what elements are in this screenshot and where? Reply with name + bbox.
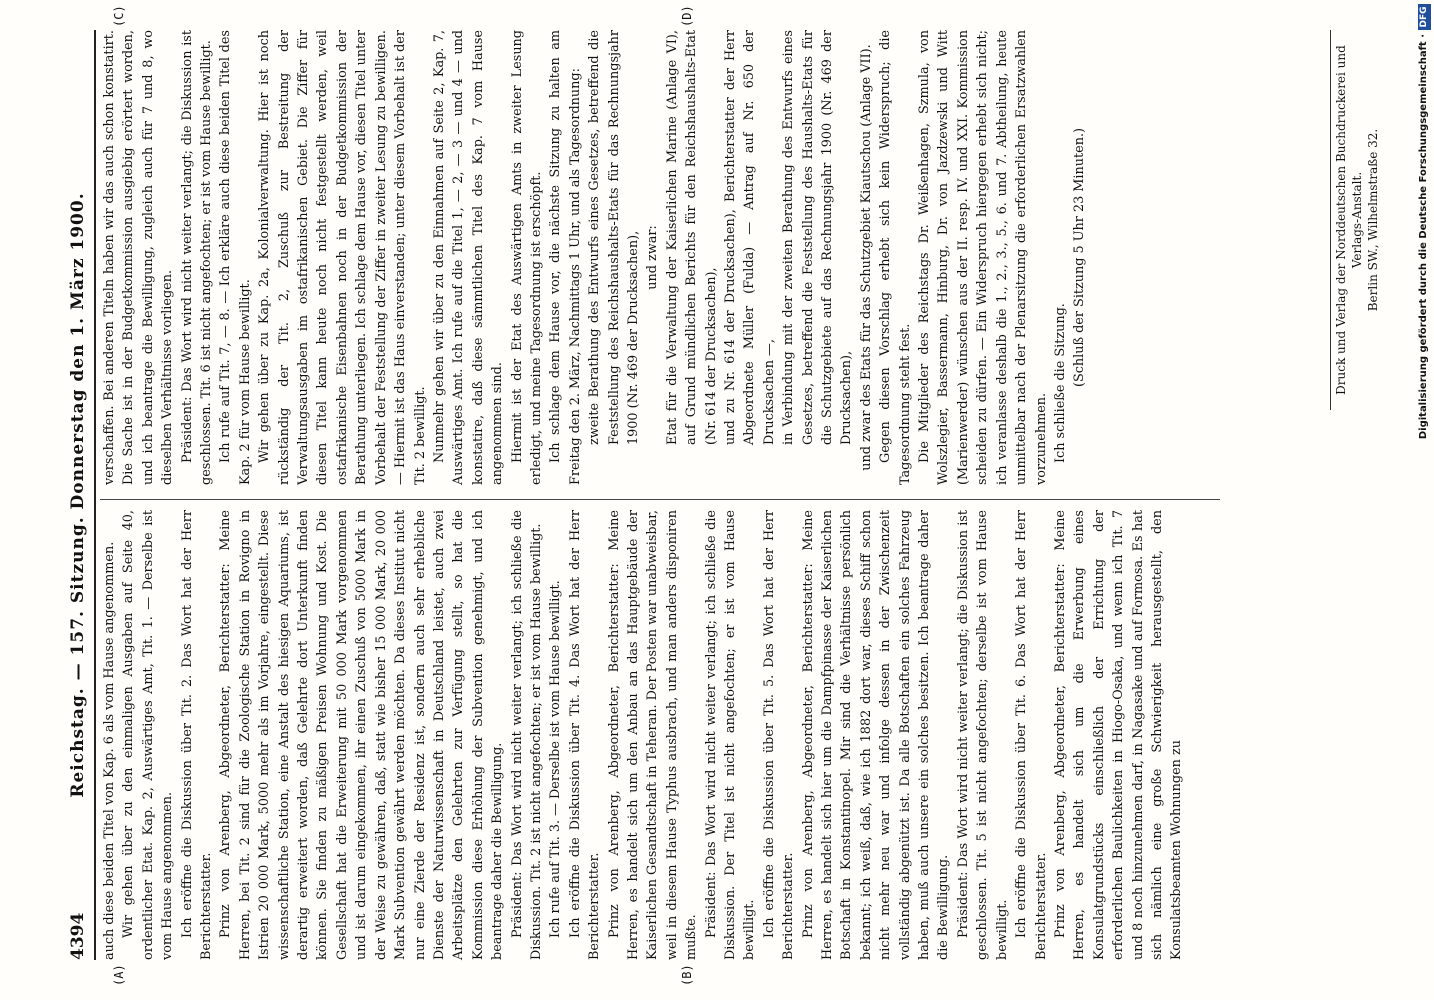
- paragraph: auch diese beiden Titel von Kap. 6 als vom Hause angenommen.: [102, 541, 117, 960]
- paragraph: Prinz von Arenberg, Abgeordneter, Berichterstatter: Meine Herren, bei Tit. 2 sind für die Zoologische Station in Rovigno in Istrien 20 000 Mark, 5000 mehr als im Vorjahre, eingestellt. Diese wissenschaftliche Station, eine Anstalt des hiesigen Aquariums, ist derartig erweitert worden, daß Gelehrte dort Unterkunft finden können. Sie finden zu mäßigen Preisen Wohnung und Kost. Die Gesellschaft hat die Erweiterung mit 50 000 Mark vorgenommen und ist darum eingekommen, ihr einen Zuschuß von 5000 Mark in der Weise zu gewähren, daß, statt wie bisher 15 000 Mark, 20 000 Mark Subvention gewährt werden möchten. Da dieses Institut nicht nur eine Zierde der Residenz ist, sondern auch sehr erhebliche Dienste der Naturwissenschaft in Deutschland leistet, auch zwei Arbeitsplätze den Gelehrten zur Verfügung stellt, so hat die Kommission diese Erhöhung der Subvention genehmigt, und ich beantrage daher die Bewilligung.: [218, 510, 506, 960]
- page-number: 4394: [68, 912, 88, 960]
- agenda-item: und zwar:: [645, 225, 661, 290]
- margin-marker-b: (B): [680, 964, 694, 986]
- paragraph: Wir gehen über zu den einmaligen Ausgaben auf Seite 40, ordentlicher Etat. Kap. 2, Auswärtiges Amt, Tit. 1. — Derselbe ist vom Hause angenommen.: [121, 510, 176, 960]
- paragraph: Hiermit ist der Etat des Auswärtigen Amts in zweiter Lesung erledigt, und meine Tagesordnung ist erschöpft.: [509, 30, 544, 485]
- paragraph: Präsident: Das Wort wird nicht weiter verlangt; ich schließe die Diskussion. Der Titel ist nicht angefochten; er ist vom Hause bewilligt.: [703, 510, 758, 960]
- digitization-text: Digitalisierung gefördert durch die Deutsche Forschungsgemeinschaft ·: [1418, 34, 1429, 440]
- right-text-column: [100, 30, 1090, 485]
- paragraph: Ich rufe auf Tit. 3. — Derselbe ist vom Hause bewilligt.: [548, 580, 564, 938]
- page-header: [54, 30, 96, 960]
- paragraph: Präsident: Das Wort wird nicht weiter verlangt; die Diskussion ist geschlossen. Tit. 6 ist nicht angefochten; er ist vom Hause bewilligt.: [179, 30, 215, 485]
- paragraph: Ich eröffne die Diskussion über Tit. 5. Das Wort hat der Herr Berichterstatter.: [761, 510, 797, 960]
- margin-marker-c: (C): [112, 5, 126, 27]
- paragraph: Ich schlage dem Hause vor, die nächste Sitzung zu halten am Freitag den 2. März, Nachmittags 1 Uhr, und als Tagesordnung:: [548, 30, 583, 485]
- paragraph: Ich eröffne die Diskussion über Tit. 4. Das Wort hat der Herr Berichterstatter.: [567, 510, 603, 960]
- paragraph: Präsident: Das Wort wird nicht weiter verlangt; die Diskussion ist geschlossen. Tit. 5 ist nicht angefochten; derselbe ist vom Hause bewilligt.: [955, 510, 1010, 960]
- digitization-credit: [1418, 0, 1432, 1000]
- column-divider: [100, 499, 1220, 500]
- agenda-item: und zwar des Etats für das Schutzgebiet Kiautschou (Anlage VII).: [858, 44, 874, 471]
- margin-marker-a: (A): [112, 964, 126, 986]
- agenda-item: und zu Nr. 614 der Drucksachen), Berichterstatter der Herr Abgeordnete Müller (Fulda) — Antrag auf Nr. 650 der Drucksachen —,: [723, 30, 777, 445]
- imprint-line: Berlin SW., Wilhelmstraße 32.: [1366, 128, 1380, 312]
- paragraph: Ich eröffne die Diskussion über Tit. 6. Das Wort hat der Herr Berichterstatter.: [1014, 510, 1049, 960]
- paragraph: Gegen diesen Vorschlag erhebt sich kein Widerspruch; die Tagesordnung steht fest.: [878, 30, 913, 485]
- printer-imprint: [1330, 30, 1381, 410]
- dfg-logo: DFG: [1418, 4, 1431, 30]
- paragraph: Die Mitglieder des Reichstags Dr. Weißenhagen, Szmula, von Wolszlegier, Bassermann, Hinburg, Dr. von Jazdzewski und Witt (Marienwerder) wünschen aus der II. resp. IV. und XXI. Kommission scheiden zu dürfen. — Ein Widerspruch hiergegen erhebt sich nicht; ich veranlasse deshalb die 1., 2., 3., 5., 6. und 7. Abtheilung, heute unmittelbar nach der Plenarsitzung die erforderlichen Ersatzwahlen vorzunehmen.: [917, 30, 1049, 485]
- margin-marker-d: (D): [680, 5, 694, 27]
- paragraph: Ich eröffne die Diskussion über Tit. 2. Das Wort hat der Herr Berichterstatter.: [179, 510, 215, 960]
- closing-note: (Schluß der Sitzung 5 Uhr 23 Minuten.): [1072, 127, 1088, 388]
- paragraph: Ich schließe die Sitzung.: [1052, 303, 1068, 463]
- paragraph: Präsident: Das Wort wird nicht weiter verlangt; ich schließe die Diskussion. Tit. 2 ist nicht angefochten; er ist vom Hause bewilligt.: [509, 510, 544, 960]
- agenda-item: zweite Berathung des Entwurfs eines Gesetzes, betreffend die Feststellung des Reichshaushalts-Etats für das Rechnungsjahr 1900 (Nr. 469 der Drucksachen),: [587, 30, 641, 445]
- paragraph: Prinz von Arenberg, Abgeordneter, Berichterstatter: Meine Herren, es handelt sich um den Anbau an das Hauptgebäude der Kaiserlichen Gesandtschaft in Teheran. Der Posten war unabweisbar, weil in diesem Hause Typhus ausbrach, und man anders disponiren mußte.: [606, 510, 700, 960]
- page-title: Reichstag. — 157. Sitzung. Donnerstag den 1. März 1900.: [68, 192, 88, 798]
- paragraph: Wir gehen über zu Kap. 2a, Kolonialverwaltung. Hier ist noch rückständig der Tit. 2, Zuschuß zur Bestreitung der Verwaltungsausgaben im ostafrikanischen Gebiet. Die Ziffer für diesen Titel kann heute noch nicht festgestellt werden, weil ostafrikanische Eisenbahnen noch in der Budgetkommission der Berathung unterliegen. Ich schlage dem Hause vor, diesen Titel unter Vorbehalt der Feststellung der Ziffer in zweiter Lesung zu bewilligen. — Hiermit ist das Haus einverstanden; unter diesem Vorbehalt ist der Tit. 2 bewilligt.: [257, 30, 428, 485]
- paragraph: Prinz von Arenberg, Abgeordneter, Berichterstatter: Meine Herren, es handelt sich um die Erwerbung eines Konsulatgrundstücks einschließlich der Errichtung der erforderlichen Baulichkeiten in Hiogo-Osaka, und wenn ich Tit. 7 und 8 noch hinzunehmen darf, in Nagasake und auf Formosa. Es hat sich nämlich eine große Schwierigkeit herausgestellt, den Konsulatsbeamten Wohnungen zu: [1052, 510, 1185, 960]
- imprint-line: Druck und Verlag der Norddeutschen Buchdruckerei und Verlags-Anstalt.: [1334, 45, 1364, 395]
- agenda-item: in Verbindung mit der zweiten Berathung des Entwurfs eines Gesetzes, betreffend die Feststellung des Haushalts-Etats für die Schutzgebiete auf das Rechnungsjahr 1900 (Nr. 469 der Drucksachen),: [781, 30, 855, 445]
- left-text-column: [100, 510, 1187, 960]
- agenda-item: Etat für die Verwaltung der Kaiserlichen Marine (Anlage VI), auf Grund mündlichen Berichts für den Reichshaushalts-Etat (Nr. 614 der Drucksachen),: [664, 30, 719, 445]
- paragraph: Prinz von Arenberg, Abgeordneter, Berichterstatter: Meine Herren, es handelt sich hier um die Dampfpinasse der Kaiserlichen Botschaft in Konstantinopel. Mir sind die Verhältnisse persönlich bekannt; ich weiß, daß, wie ich 1882 dort war, dieses Schiff schon nicht mehr neu war und infolge dessen in der Zwischenzeit vollständig abgenützt ist. Da alle Botschaften ein solches Fahrzeug haben, muß auch unsere ein solches besitzen. Ich beantrage daher die Bewilligung.: [800, 510, 952, 960]
- paragraph: Nunmehr gehen wir über zu den Einnahmen auf Seite 2, Kap. 7, Auswärtiges Amt. Ich rufe auf die Titel 1, — 2, — 3 — und 4 — und konstatire, daß diese sämmtlichen Titel des Kap. 7 vom Hause angenommen sind.: [431, 30, 506, 485]
- paragraph: Ich rufe auf Tit. 7, — 8. — Ich erkläre auch diese beiden Titel des Kap. 2 für vom Hause bewilligt.: [218, 30, 253, 485]
- paragraph: verschaffen. Bei anderen Titeln haben wir das auch schon konstatirt. Die Sache ist in der Budgetkommission ausgiebig erörtert worden, und ich beantrage die Bewilligung, zugleich auch für 7 und 8, wo dieselben Verhältnisse vorliegen.: [102, 30, 176, 485]
